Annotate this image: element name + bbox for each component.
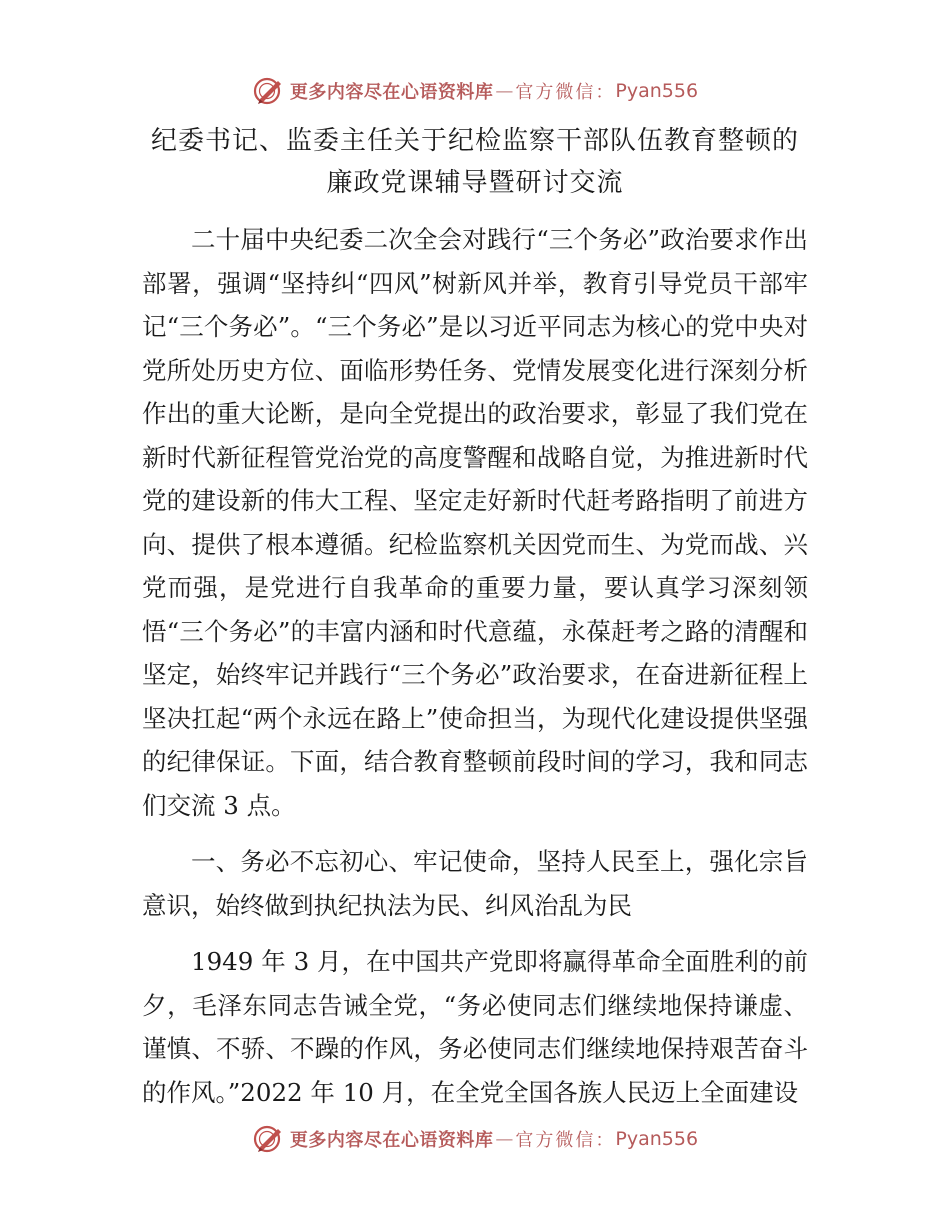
watermark-wechat: Pyan556 (615, 80, 699, 102)
section-heading-1: 一、务必不忘初心、牢记使命，坚持人民至上，强化宗旨意识，始终做到执纪执法为民、纠风治乱为民 (142, 847, 808, 920)
intro-paragraph: 二十届中央纪委二次全会对践行“三个务必”政治要求作出部署，强调“坚持纠“四风”树新风并举，教育引导党员干部牢记“三个务必”。“三个务必”是以习近平同志为核心的党中央对党所处历史方位、面临形势任务、党情发展变化进行深刻分析作出的重大论断，是向全党提出的政治要求，彰显了我们党在新时代新征程管党治党的高度警醒和战略自觉，为推进新时代党的建设新的伟大工程、坚定走好新时代赶考路指明了前进方向、提供了根本遵循。纪检监察机关因党而生、为党而战、兴党而强，是党进行自我革命的重要力量，要认真学习深刻领悟“三个务必”的丰富内涵和时代意蕴，永葆赶考之路的清醒和坚定，始终牢记并践行“三个务必”政治要求，在奋进新征程上坚决扛起“两个永远在路上”使命担当，为现代化建设提供坚强的纪律保证。下面，结合教育整顿前段时间的学习，我和同志们交流 3 点。 (142, 225, 808, 820)
section-paragraph-1: 1949 年 3 月，在中国共产党即将赢得革命全面胜利的前夕，毛泽东同志告诫全党，“务必使同志们继续地保持谦虚、谨慎、不骄、不躁的作风，务必使同志们继续地保持艰苦奋斗的作风。”2022 年 10 月，在全党全国各族人民迈上全面建设 (142, 947, 808, 1107)
watermark-footer (0, 1124, 950, 1154)
watermark-brand: 更多内容尽在心语资料库 (289, 82, 494, 103)
document-title: 纪委书记、监委主任关于纪检监察干部队伍教育整顿的廉政党课辅导暨研讨交流 (150, 126, 799, 198)
pen-logo-icon (252, 1124, 286, 1154)
document-body (142, 218, 808, 1114)
watermark-separator: — (495, 80, 514, 102)
watermark-official: 官方微信： (515, 82, 616, 103)
watermark-header (0, 76, 950, 106)
pen-logo-icon (252, 76, 286, 106)
watermark-official: 官方微信： (515, 1130, 616, 1151)
watermark-separator: — (495, 1128, 514, 1150)
watermark-wechat: Pyan556 (615, 1128, 699, 1150)
watermark-brand: 更多内容尽在心语资料库 (289, 1130, 494, 1151)
